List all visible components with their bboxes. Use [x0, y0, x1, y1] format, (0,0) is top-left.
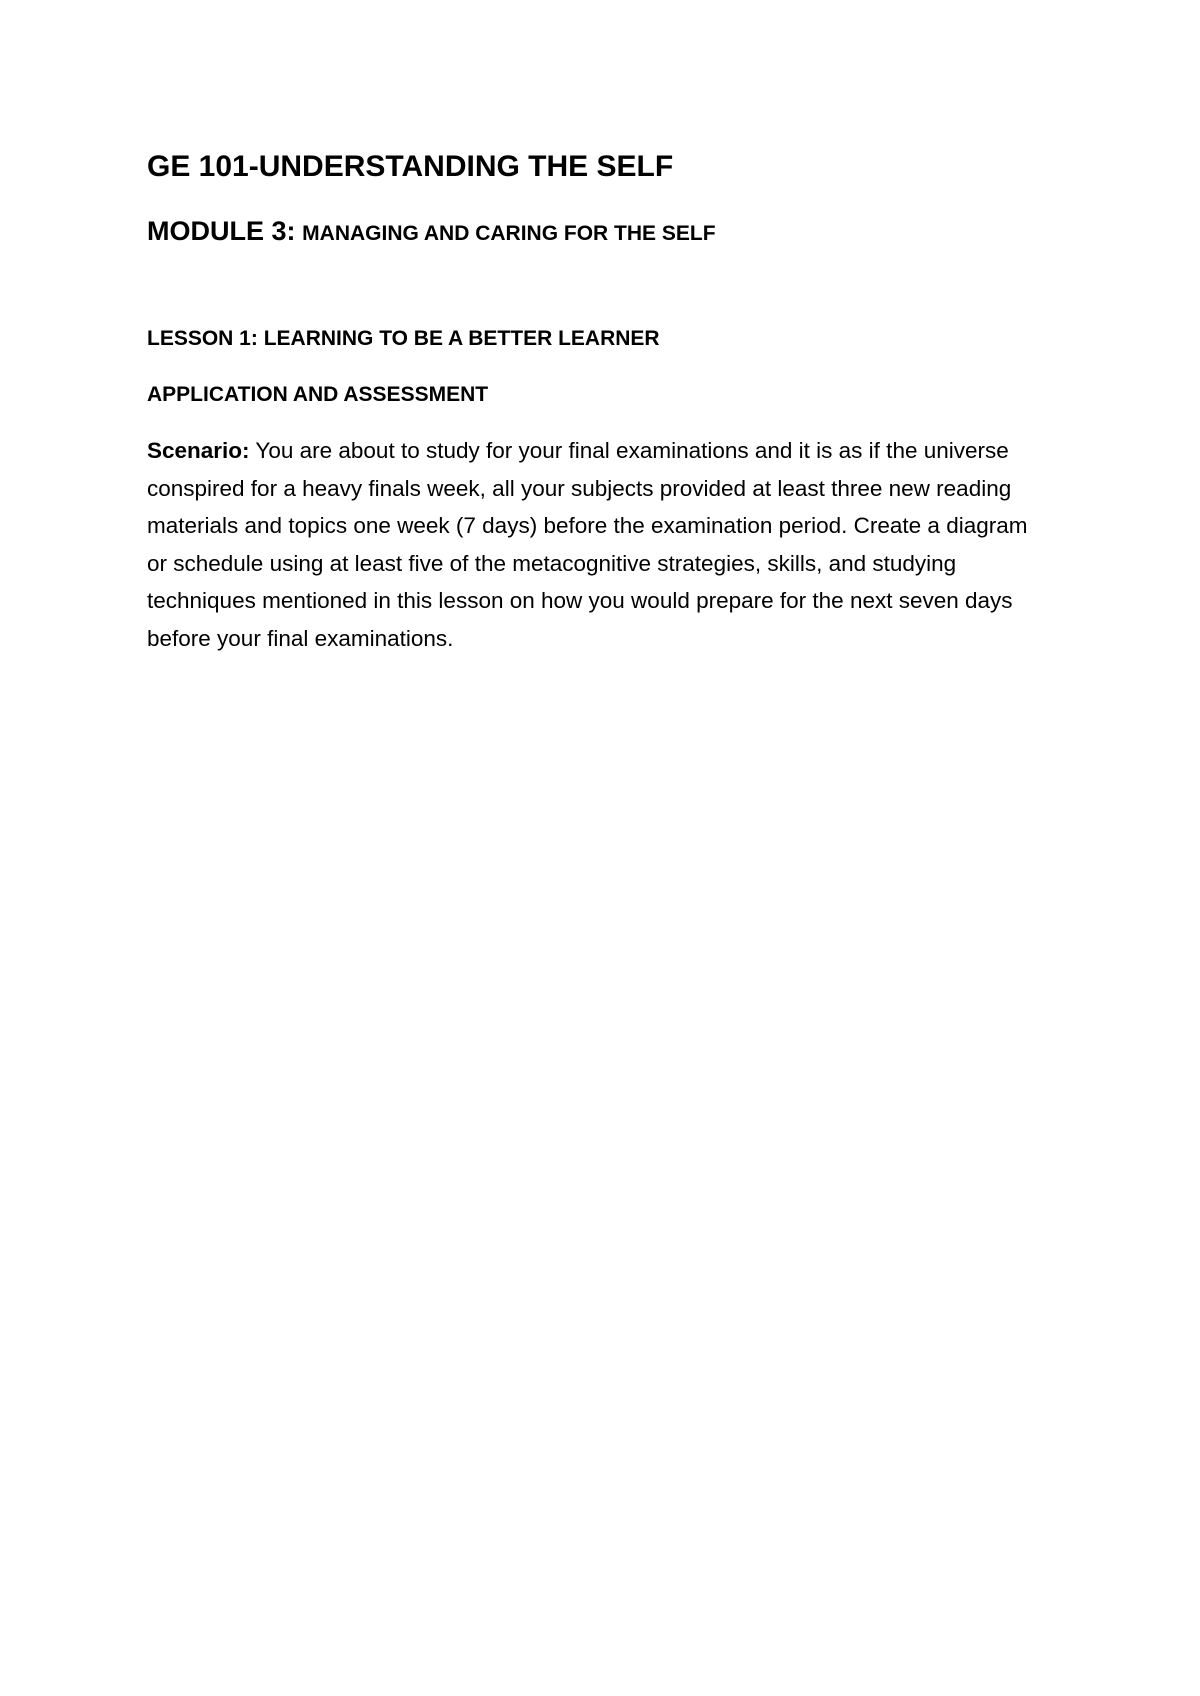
lesson-title: LESSON 1: LEARNING TO BE A BETTER LEARNER — [147, 327, 660, 350]
section-title: APPLICATION AND ASSESSMENT — [147, 383, 489, 406]
scenario-text: You are about to study for your final examinations and it is as if the universe conspired for a heavy finals week, all your subjects provided at least three new reading materials and topics one week (7 days) before the examination period. Create a diagram or schedule using at least five of the metacognitive strategies, skills, and studying techniques mentioned in this lesson on how you would prepare for the next seven days before your final examinations. — [147, 438, 1028, 651]
module-title: MANAGING AND CARING FOR THE SELF — [302, 222, 716, 245]
scenario-label: Scenario: — [147, 438, 250, 463]
course-title: GE 101-UNDERSTANDING THE SELF — [147, 150, 674, 183]
scenario-paragraph — [147, 432, 1047, 657]
module-heading — [147, 216, 716, 247]
module-label: MODULE 3: — [147, 216, 296, 246]
